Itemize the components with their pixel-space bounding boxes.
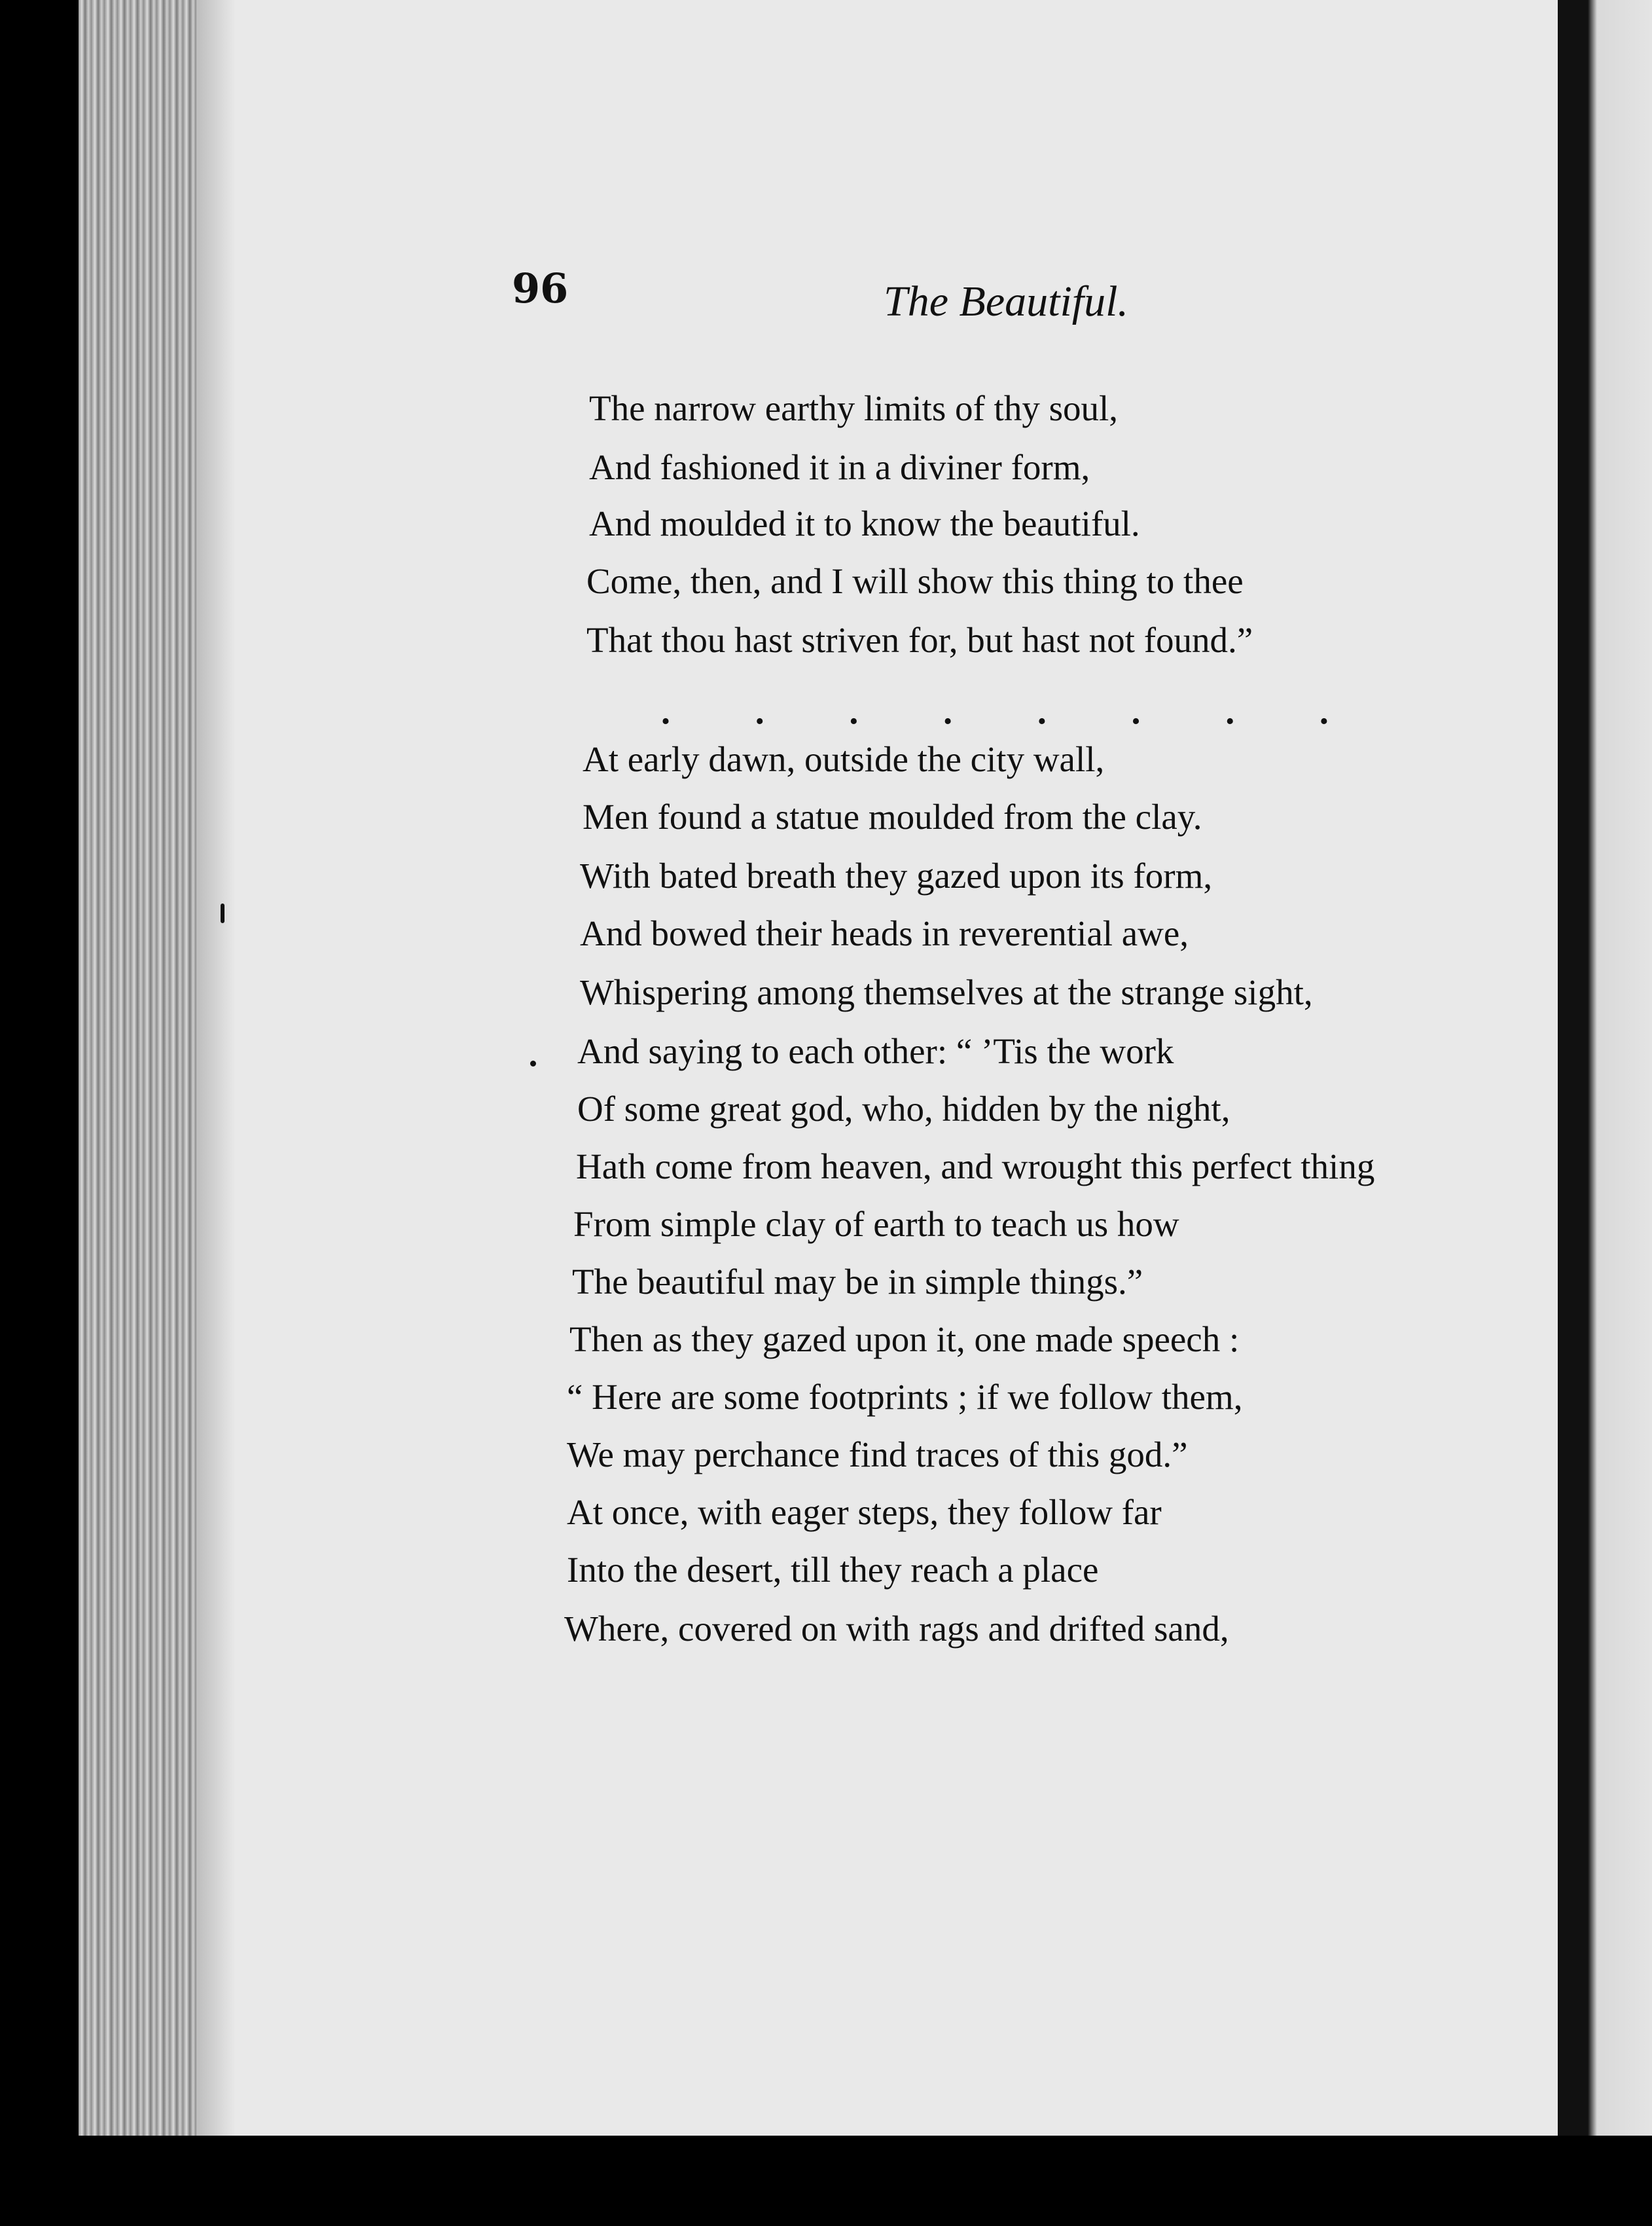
poem-line: And bowed their heads in reverential awe, (580, 913, 1189, 953)
separator-dot: . (1319, 691, 1329, 732)
separator-dot: . (849, 691, 859, 732)
poem-line: And saying to each other: “ ’Tis the work (577, 1031, 1174, 1071)
running-title: The Beautiful. (884, 278, 1128, 325)
poem-line: Into the desert, till they reach a place (567, 1550, 1099, 1590)
separator-dot: . (755, 691, 764, 732)
section-separator (661, 691, 1329, 733)
poem-line: With bated breath they gazed upon its form, (580, 856, 1213, 896)
separator-dot: . (661, 691, 670, 732)
poem-line: At early dawn, outside the city wall, (583, 739, 1105, 779)
separator-dot: . (1037, 691, 1047, 732)
scan-speck (221, 903, 224, 923)
poem-line: And moulded it to know the beautiful. (589, 503, 1140, 543)
scan-speck (530, 1061, 536, 1067)
poem-line: Come, then, and I will show this thing to thee (586, 561, 1244, 601)
poem-line: Men found a statue moulded from the clay. (583, 797, 1202, 837)
poem-line: Whispering among themselves at the strange sight, (580, 972, 1313, 1012)
separator-dot: . (1131, 691, 1141, 732)
poem-line: Of some great god, who, hidden by the night, (577, 1089, 1230, 1129)
poem-line: Where, covered on with rags and drifted sand, (564, 1609, 1229, 1649)
poem-line: “ Here are some footprints ; if we follow them, (567, 1377, 1243, 1417)
poem-line: At once, with eager steps, they follow far (567, 1492, 1162, 1532)
poem-line: The beautiful may be in simple things.” (572, 1262, 1143, 1302)
poem-line: From simple clay of earth to teach us how (573, 1204, 1179, 1244)
poem-line: And fashioned it in a diviner form, (589, 447, 1090, 487)
page-number: 96 (512, 265, 569, 312)
poem-line: We may perchance find traces of this god.” (567, 1434, 1188, 1474)
page-stack-edges (79, 0, 236, 2136)
poem-line: Then as they gazed upon it, one made speech : (569, 1319, 1240, 1359)
poem-line: That thou hast striven for, but hast not found.” (586, 620, 1253, 660)
poem-line: Hath come from heaven, and wrought this perfect thing (576, 1146, 1375, 1186)
separator-dot: . (943, 691, 953, 732)
facing-page-edge (1558, 0, 1652, 2136)
poem-line: The narrow earthy limits of thy soul, (589, 388, 1119, 428)
separator-dot: . (1225, 691, 1235, 732)
